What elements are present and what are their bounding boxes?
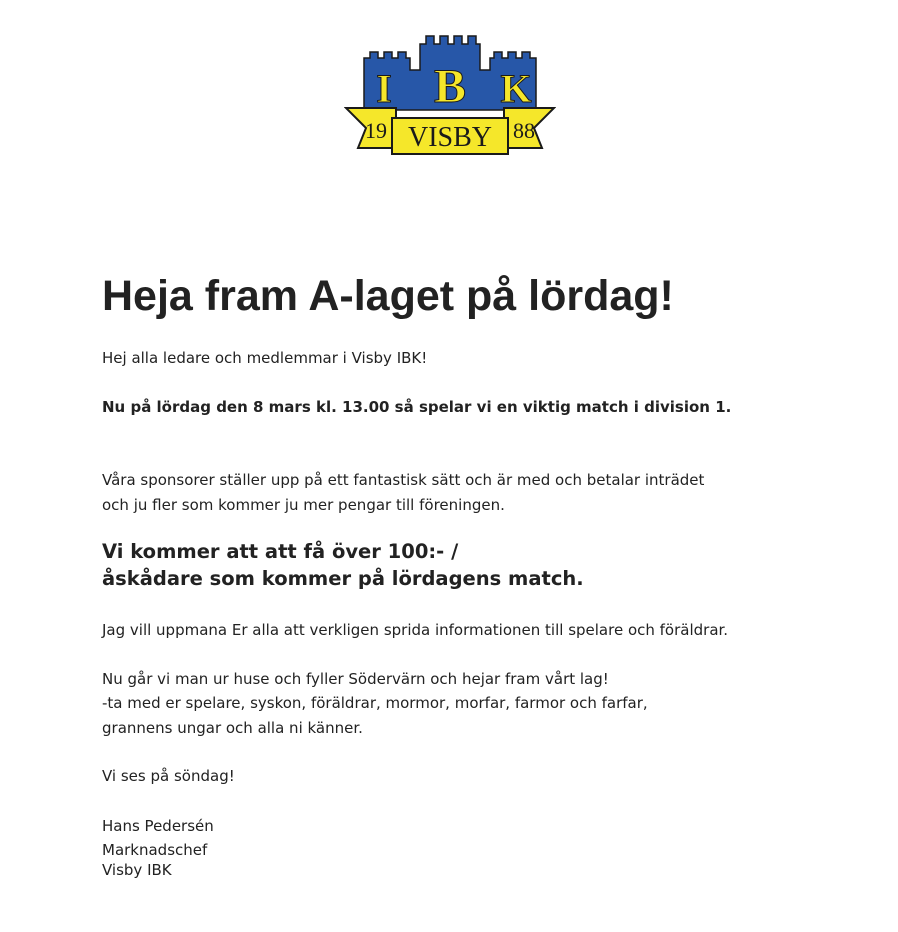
call-text-line-1: Nu går vi man ur huse och fyller Södervärn och hejar fram vårt lag! (102, 670, 609, 688)
signature-club: Visby IBK (102, 861, 172, 879)
logo-letter-k: K (500, 66, 532, 111)
farewell-text: Vi ses på söndag! (102, 767, 235, 785)
logo-letter-b: B (433, 60, 467, 113)
emphasis-text-line-1: Vi kommer att att få över 100:- / (102, 540, 459, 563)
logo-year-left: 19 (365, 118, 387, 143)
signature-name: Hans Pedersén (102, 817, 214, 835)
sponsors-text-line-1: Våra sponsorer ställer upp på ett fantastisk sätt och är med och betalar inträdet (102, 471, 705, 489)
sponsors-text-line-2: och ju fler som kommer ju mer pengar till föreningen. (102, 496, 505, 514)
logo-club-name: VISBY (407, 122, 493, 153)
logo-letter-i: I (376, 66, 392, 111)
call-text-line-2: -ta med er spelare, syskon, föräldrar, mormor, morfar, farmor och farfar, (102, 694, 648, 712)
call-text-line-3: grannens ungar och alla ni känner. (102, 719, 363, 737)
signature-title: Marknadschef (102, 841, 208, 859)
emphasis-text-line-2: åskådare som kommer på lördagens match. (102, 567, 584, 590)
greeting-text: Hej alla ledare och medlemmar i Visby IBK! (102, 349, 428, 367)
article-headline: Heja fram A-laget på lördag! (102, 272, 674, 320)
logo-year-right: 88 (513, 118, 535, 143)
club-logo (344, 30, 556, 158)
club-logo-graphic (344, 30, 556, 158)
appeal-text: Jag vill uppmana Er alla att verkligen sprida informationen till spelare och föräldrar. (102, 621, 729, 639)
match-info-text: Nu på lördag den 8 mars kl. 13.00 så spelar vi en viktig match i division 1. (102, 398, 732, 416)
